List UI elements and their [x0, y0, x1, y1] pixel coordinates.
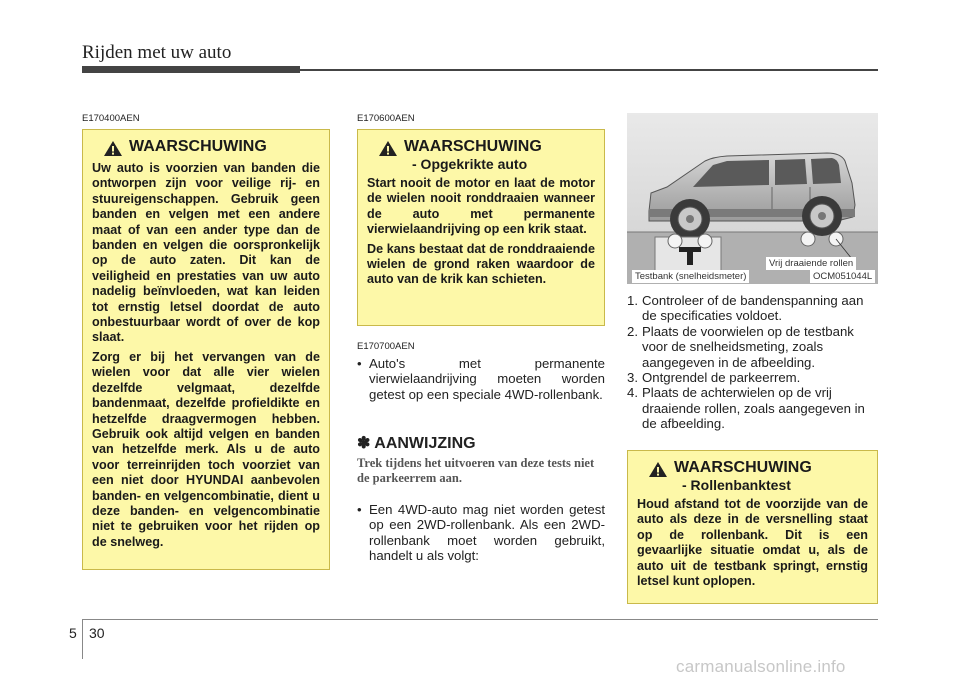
warning-header: [648, 459, 868, 493]
warning-header: [378, 138, 595, 172]
warning-paragraph: Houd afstand tot de voorzijde van de auto als deze in de versnelling staat op de rollenbank. Dit is een gevaarlijke situatie omdat u, als de auto uit de testbank springt, ernstig letsel kunt oplopen.: [637, 497, 868, 589]
list-item: [627, 370, 879, 385]
dynamometer-figure: [627, 113, 878, 284]
warning-title: WAARSCHUWING: [404, 138, 542, 155]
page-number: 30: [89, 625, 105, 641]
awd-info: [357, 356, 605, 402]
list-item: • Een 4WD-auto mag niet worden getest op een 2WD-rollenbank. Als een 2WD-rollenbank moet worden gebruikt, handelt u als volgt:: [357, 502, 605, 564]
warning-box-rollers: [627, 450, 878, 604]
footer-divider: [82, 619, 83, 659]
step-number: 4.: [627, 385, 638, 401]
procedure-steps: [627, 293, 879, 432]
warning-box-tyres: [82, 129, 330, 570]
step-text: Plaats de achterwielen op de vrij draaiende rollen, zoals aangegeven in de afbeelding.: [642, 385, 865, 432]
warning-box-jacked: [357, 129, 605, 326]
warning-paragraph: Zorg er bij het vervangen van de wielen voor dat alle vier wielen dezelfde velgmaat, dezelfde bandenmaat, dezelfde profieldikte en hetzelfde draagvermogen hebben. Gebruik ook altijd velgen en banden van hetzelfde merk. Als u de auto voor terreinrijden toch voorziet van een niet door HYUNDAI aanbevolen banden- en velgencombinatie, dient u deze banden- en velgencombinatie niet te gebruiken voor het rijden op de snelweg.: [92, 349, 320, 549]
watermark: carmanualsonline.info: [676, 657, 846, 676]
warning-paragraph: Uw auto is voorzien van banden die ontworpen zijn voor veilige rij- en stuureigenschappen. Gebruik geen banden en velgen met een andere maat of van een ander type dan de banden en velgen die oorspronkelijk op de auto zaten. Dit kan de veiligheid en prestaties van uw auto nadelig beïnvloeden, wat kan leiden tot ernstig letsel doordat de auto onbestuurbaar wordt of over de kop slaat.: [92, 161, 320, 345]
note-body: [357, 502, 605, 564]
step-text: Controleer of de bandenspanning aan de specificaties voldoet.: [642, 293, 864, 324]
list-item: [627, 324, 879, 370]
warning-subtitle: - Opgekrikte auto: [412, 156, 528, 172]
figure-code: OCM051044L: [810, 270, 875, 283]
section-code-tyres: E170400AEN: [82, 113, 140, 124]
step-number: 2.: [627, 323, 638, 339]
warning-triangle-icon: [103, 140, 123, 157]
header-rule-thick: [82, 66, 300, 73]
list-item: [627, 385, 879, 431]
list-item: • Auto's met permanente vierwielaandrijving moeten worden getest op een speciale 4WD-rollenbank.: [357, 356, 605, 402]
warning-title: WAARSCHUWING: [674, 459, 812, 476]
note-title: ✽ AANWIJZING: [357, 435, 476, 452]
section-code-jacked: E170600AEN: [357, 113, 415, 124]
step-number: 1.: [627, 293, 638, 308]
bullet-text: Een 4WD-auto mag niet worden getest op een 2WD-rollenbank. Als een 2WD-rollenbank moet worden gebruikt, handelt u als volgt:: [369, 502, 605, 564]
warning-paragraph: Start nooit de motor en laat de motor de wielen nooit ronddraaien wanneer de auto met permanente vierwielaandrijving op een krik staat.: [367, 176, 595, 237]
page-header-title: Rijden met uw auto: [82, 42, 232, 63]
label-test-bench: Testbank (snelheidsmeter): [632, 270, 749, 283]
label-free-rollers: Vrij draaiende rollen: [766, 257, 856, 270]
warning-triangle-icon: [648, 461, 668, 478]
footer-rule: [82, 619, 878, 620]
warning-subtitle: - Rollenbanktest: [682, 477, 791, 493]
chapter-number: 5: [69, 625, 77, 641]
warning-header: [103, 138, 320, 157]
warning-title: WAARSCHUWING: [129, 138, 267, 155]
note-subtitle: Trek tijdens het uitvoeren van deze tests niet de parkeerrem aan.: [357, 456, 595, 485]
bullet-text: Auto's met permanente vierwielaandrijving moeten worden getest op een speciale 4WD-rollenbank.: [369, 356, 605, 402]
warning-triangle-icon: [378, 140, 398, 157]
step-text: Ontgrendel de parkeerrem.: [642, 370, 801, 386]
step-text: Plaats de voorwielen op de testbank voor de snelheidsmeting, zoals aangegeven in de afbeelding.: [642, 323, 854, 370]
section-code-awd: E170700AEN: [357, 341, 415, 352]
header-rule-thin: [300, 69, 878, 71]
step-number: 3.: [627, 370, 638, 386]
warning-paragraph: De kans bestaat dat de ronddraaiende wielen de grond raken waardoor de auto van de krik kan schieten.: [367, 241, 595, 287]
list-item: [627, 293, 879, 324]
